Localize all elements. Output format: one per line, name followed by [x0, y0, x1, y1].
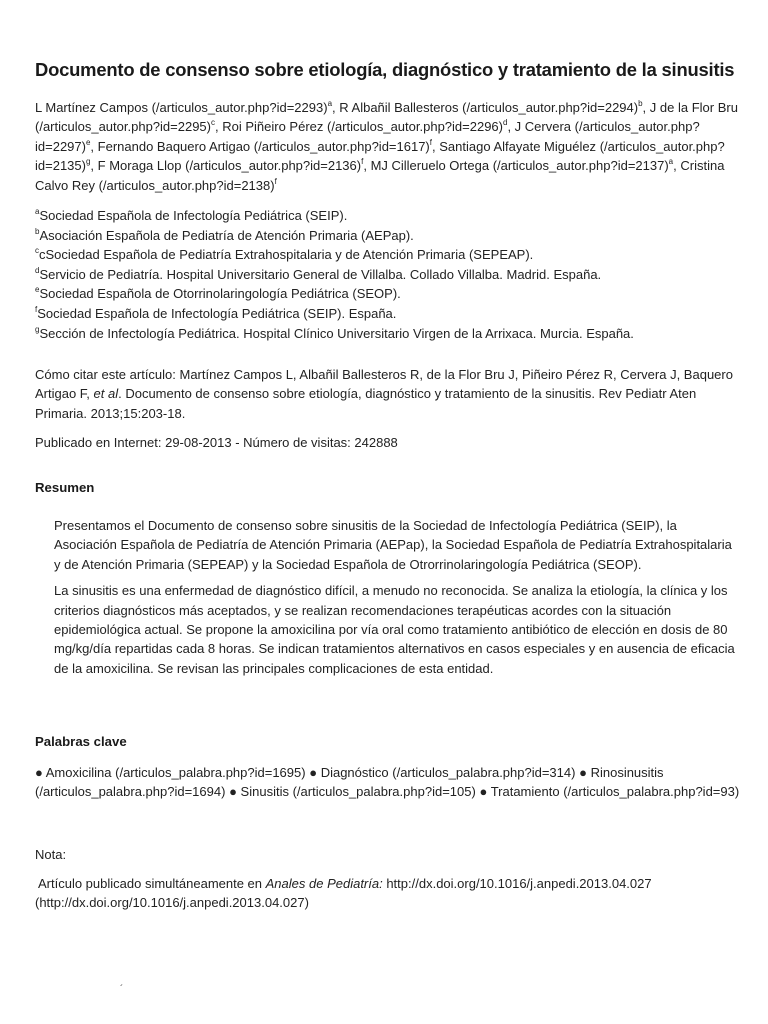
doi-link-url[interactable]: (http://dx.doi.org/10.1016/j.anpedi.2013.04.027) [35, 895, 309, 911]
bullet-icon: ● [229, 784, 237, 800]
cut-off-text: ´ [120, 984, 124, 995]
affiliation-item: $^c$cSociedad Española de Pediatría Extrahospitalaria y de Atención Primaria (SEPEAP). [35, 246, 534, 263]
publication-info: Publicado en Internet: 29-08-2013 - Número de visitas: 242888 [35, 435, 398, 450]
abstract-paragraph: La sinusitis es una enfermedad de diagnóstico difícil, a menudo no reconocida. Se analiza la etiología, la clínica y los criterios diagnósticos más aceptados, y se realizan recomendaciones terapéuticas acordes con la situación epidemiológica actual. Se propone la amoxicilina por vía oral como tratamiento antibiótico de elección en dosis de 80 mg/kg/día repartidas cada 8 horas. Se indican tratamientos alternativos en casos especiales y en ausencia de eficacia de la amoxicilina. Se revisan las principales complicaciones de esta entidad. [54, 583, 735, 676]
bullet-icon: ● [579, 765, 587, 780]
bullet-icon: ● [479, 784, 488, 800]
affiliation-list [35, 206, 740, 343]
article-title: Documento de consenso sobre etiología, diagnóstico y tratamiento de la sinusitis [35, 59, 735, 80]
abstract-heading: Resumen [35, 480, 95, 495]
keyword-item[interactable]: ● Amoxicilina (/articulos_palabra.php?id=1695) [35, 765, 306, 780]
affiliation-item: $^d$Servicio de Pediatría. Hospital Universitario General de Villalba. Collado Villalba. Madrid. España. [35, 265, 602, 282]
author-list [35, 98, 740, 195]
bullet-icon: ● [35, 765, 43, 780]
author-entry[interactable]: Cristina Calvo Rey (/articulos_autor.php?id=2138)$^f$ [35, 158, 725, 193]
citation-etal: et al [93, 386, 119, 402]
author-entry[interactable]: J Cervera (/articulos_autor.php?id=2297)$^e$, [35, 119, 700, 154]
author-entry[interactable]: L Martínez Campos (/articulos_autor.php?id=2293)$^a$, [35, 99, 340, 115]
note-body [35, 874, 740, 913]
affiliation-item: $^f$Sociedad Española de Infectología Pediátrica (SEIP). España. [35, 304, 397, 321]
author-entry[interactable]: Santiago Alfayate Miguélez (/articulos_autor.php?id=2135)$^g$, [35, 138, 725, 174]
author-entry[interactable]: MJ Cilleruelo Ortega (/articulos_autor.php?id=2137)$^a$, [370, 157, 681, 174]
citation: Cómo citar este artículo: Martínez Campos L, Albañil Ballesteros R, de la Flor Bru J, Piñeiro Pérez R, Cervera J, Baquero Artigao F, et al. Documento de consenso sobre etiología, diagnóstico y tratamiento de la sinusitis. Rev Pediatr Aten Primaria. 2013;15:203-18. [35, 367, 733, 421]
affiliation-item: $^a$Sociedad Española de Infectología Pediátrica (SEIP). [35, 207, 348, 223]
author-entry[interactable]: Fernando Baquero Artigao (/articulos_autor.php?id=1617)$^f$, [97, 137, 440, 154]
keyword-item[interactable]: ● Tratamiento (/articulos_palabra.php?id=93) [479, 784, 740, 800]
keyword-list [35, 763, 740, 802]
keyword-item[interactable]: ● Rinosinusitis (/articulos_palabra.php?id=1694) [35, 765, 664, 800]
author-entry[interactable]: Roi Piñeiro Pérez (/articulos_autor.php?id=2296)$^d$, [222, 118, 515, 135]
note-text: Artículo publicado simultáneamente en [38, 876, 266, 891]
author-entry[interactable]: R Albañil Ballesteros (/articulos_autor.php?id=2294)$^b$, [339, 99, 650, 115]
author-entry[interactable]: F Moraga Llop (/articulos_autor.php?id=2136)$^f$, [97, 157, 371, 174]
affiliation-item: $^g$Sección de Infectología Pediátrica. Hospital Clínico Universitario Virgen de la Arrixaca. Murcia. España. [35, 324, 634, 341]
doi-link[interactable]: http://dx.doi.org/10.1016/j.anpedi.2013.04.027 [382, 876, 652, 891]
journal-name: Anales de Pediatría: [265, 876, 383, 891]
abstract-body [54, 516, 740, 685]
keyword-item[interactable]: ● Sinusitis (/articulos_palabra.php?id=105) [229, 784, 476, 800]
keyword-item[interactable]: ● Diagnóstico (/articulos_palabra.php?id=314) [309, 765, 576, 780]
affiliation-item: $^b$Asociación Española de Pediatría de Atención Primaria (AEPap). [35, 226, 414, 243]
note-label: Nota: [35, 847, 67, 862]
abstract-paragraph: Presentamos el Documento de consenso sobre sinusitis de la Sociedad de Infectología Pediátrica (SEIP), la Asociación Española de Pediatría de Atención Primaria (AEPap), la Sociedad Española de Pediatría Extrahospitalaria y de Atención Primaria (SEPEAP) y la Sociedad Española de Otrorrinolaringología Pediátrica (SEOP). [54, 518, 732, 572]
keywords-heading: Palabras clave [35, 734, 127, 749]
bullet-icon: ● [309, 765, 318, 780]
affiliation-item: $^e$Sociedad Española de Otorrinolaringología Pediátrica (SEOP). [35, 285, 401, 302]
author-entry[interactable]: J de la Flor Bru (/articulos_autor.php?id=2295)$^c$, [35, 100, 738, 135]
